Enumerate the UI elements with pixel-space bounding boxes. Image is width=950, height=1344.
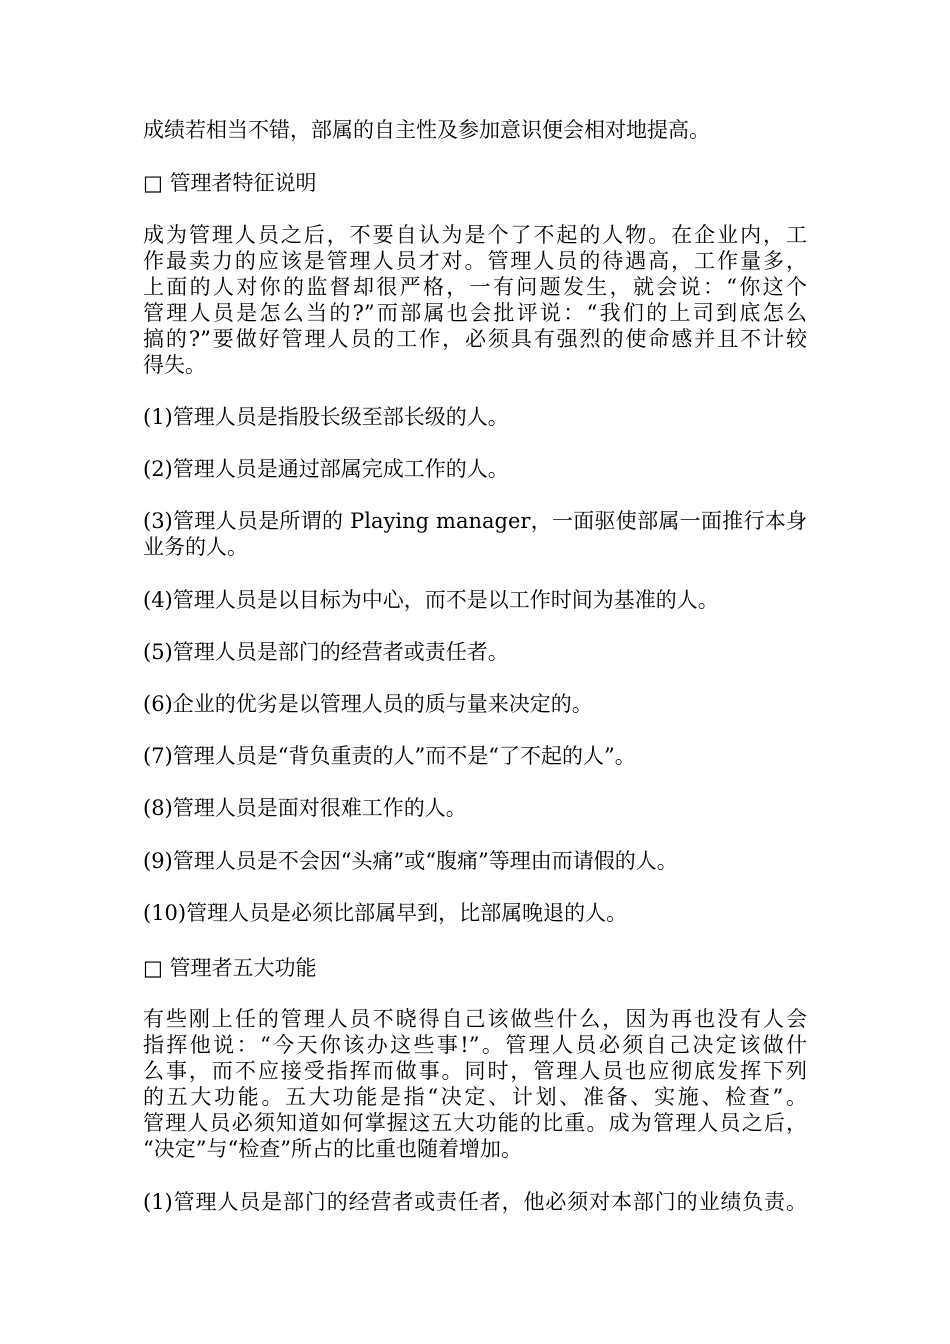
paragraph-line: 管理人员是怎么当的?”而部属也会批评说：“我们的上司到底怎么: [143, 301, 807, 325]
intro-line: 成绩若相当不错，部属的自主性及参加意识便会相对地提高。: [143, 118, 710, 142]
paragraph-line: 管理人员必须知道如何掌握这五大功能的比重。成为管理人员之后，: [143, 1111, 807, 1135]
list-item: (10)管理人员是必须比部属早到，比部属晚退的人。: [143, 901, 628, 925]
list-item: (7)管理人员是“背负重责的人”而不是“了不起的人”。: [143, 744, 636, 768]
paragraph-line: “决定”与“检查”所占的比重也随着增加。: [143, 1137, 522, 1161]
list-item: (1)管理人员是部门的经营者或责任者，他必须对本部门的业绩负责。: [143, 1190, 807, 1214]
paragraph-line: 成为管理人员之后，不要自认为是个了不起的人物。在企业内，工: [143, 223, 807, 247]
paragraph-line: 搞的?”要做好管理人员的工作，必须具有强烈的使命感并且不计较: [143, 327, 807, 351]
list-item: (9)管理人员是不会因“头痛”或“腹痛”等理由而请假的人。: [143, 849, 678, 873]
paragraph-line: 的五大功能。五大功能是指“决定、计划、准备、实施、检查”。: [143, 1085, 807, 1109]
list-item: (2)管理人员是通过部属完成工作的人。: [143, 457, 509, 481]
list-item: (5)管理人员是部门的经营者或责任者。: [143, 640, 509, 664]
paragraph-line: 作最卖力的应该是管理人员才对。管理人员的待遇高，工作量多，: [143, 249, 807, 273]
list-item: (6)企业的优劣是以管理人员的质与量来决定的。: [143, 692, 593, 716]
paragraph-line: 得失。: [143, 353, 206, 377]
paragraph-line: 么事，而不应接受指挥而做事。同时，管理人员也应彻底发挥下列: [143, 1059, 807, 1083]
list-item: (1)管理人员是指股长级至部长级的人。: [143, 405, 509, 429]
list-item-continuation: 业务的人。: [143, 535, 248, 559]
paragraph-line: 上面的人对你的监督却很严格，一有问题发生，就会说：“你这个: [143, 275, 807, 299]
list-item: (3)管理人员是所谓的 Playing manager，一面驱使部属一面推行本身: [143, 509, 807, 533]
list-item: (4)管理人员是以目标为中心，而不是以工作时间为基准的人。: [143, 588, 719, 612]
section-heading-functions: □ 管理者五大功能: [143, 956, 317, 980]
section-heading-characteristics: □ 管理者特征说明: [143, 171, 317, 195]
paragraph-line: 指挥他说：“今天你该办这些事!”。管理人员必须自己决定该做什: [143, 1033, 807, 1057]
list-item: (8)管理人员是面对很难工作的人。: [143, 796, 467, 820]
paragraph-line: 有些刚上任的管理人员不晓得自己该做些什么，因为再也没有人会: [143, 1007, 807, 1031]
